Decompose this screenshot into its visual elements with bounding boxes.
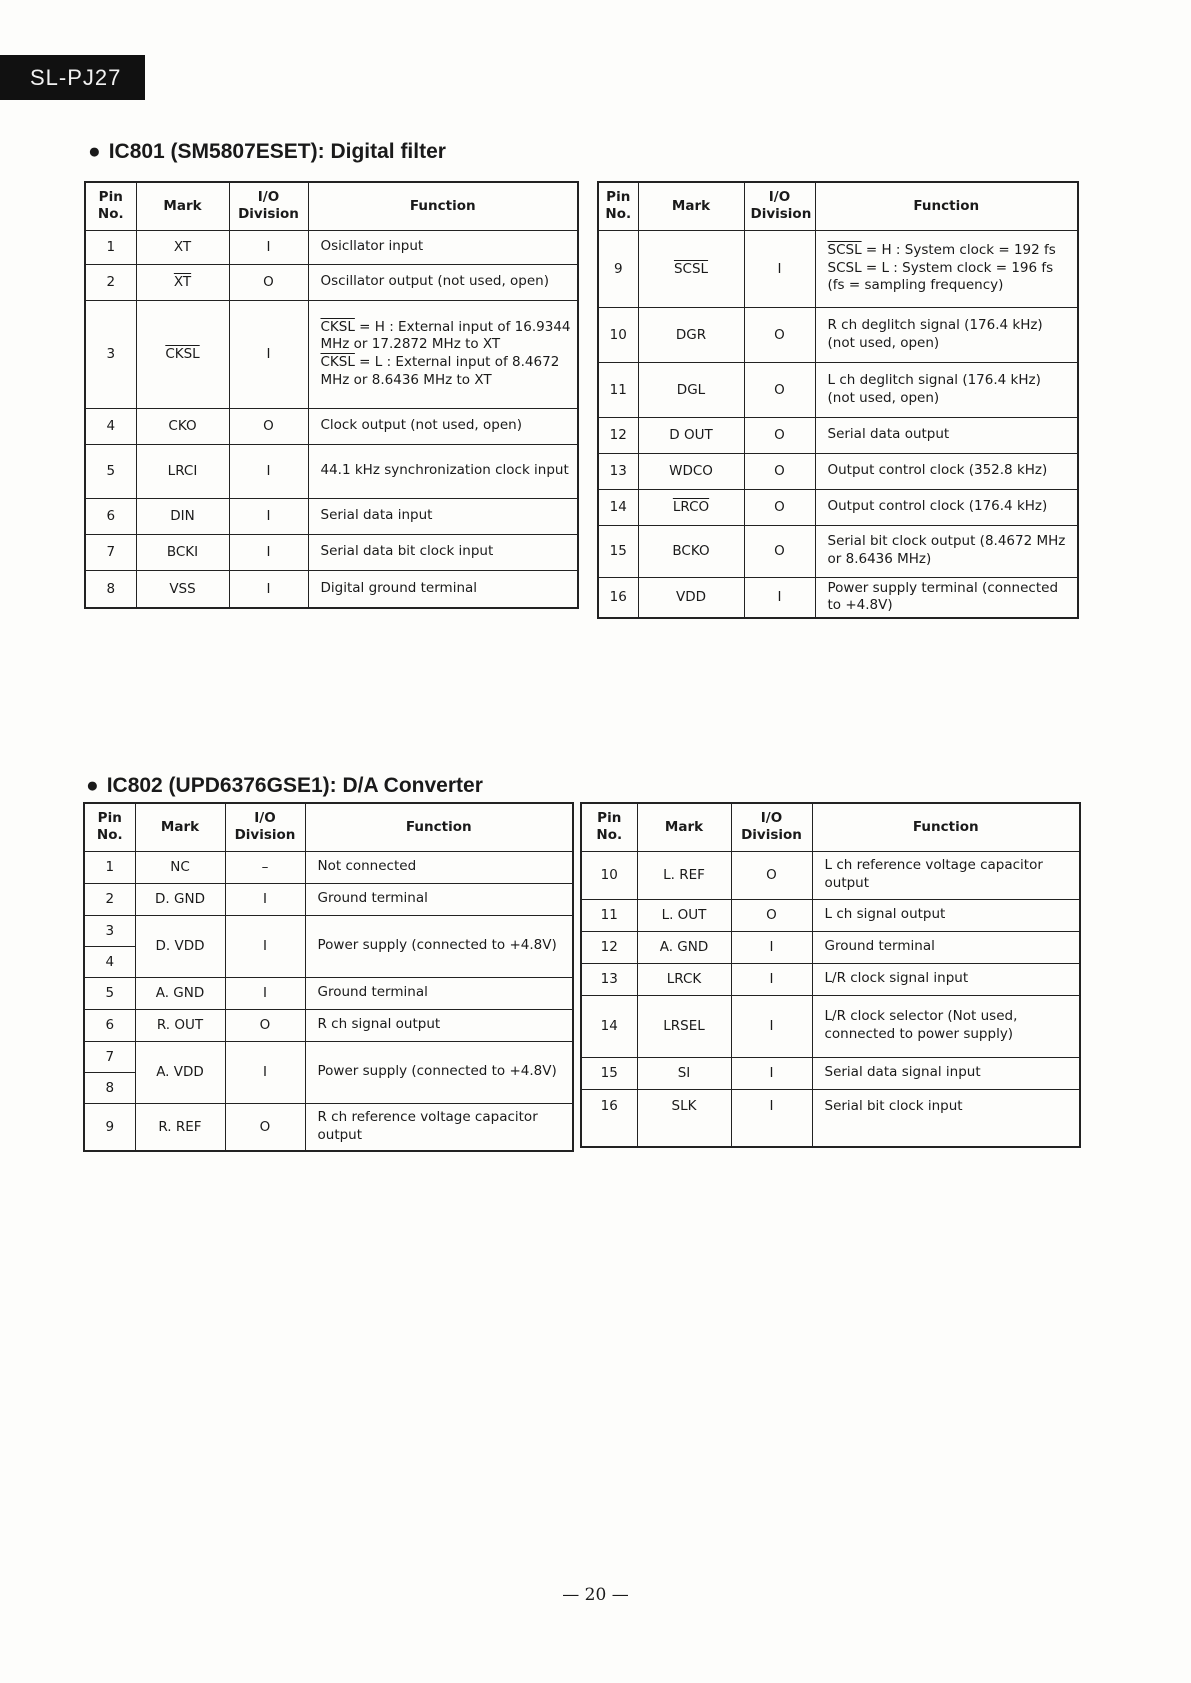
pin-io: O bbox=[731, 851, 812, 899]
pin-no: 2 bbox=[84, 883, 135, 915]
pin-io: I bbox=[229, 444, 308, 498]
pin-mark: VSS bbox=[136, 570, 229, 608]
table-row bbox=[598, 417, 1078, 453]
pin-function: L ch reference voltage capacitor output bbox=[812, 851, 1080, 899]
pin-function: Serial data signal input bbox=[812, 1057, 1080, 1089]
pin-no: 6 bbox=[84, 1009, 135, 1041]
pin-io: O bbox=[731, 899, 812, 931]
header-io: I/O Division bbox=[225, 803, 305, 851]
function-line bbox=[321, 354, 572, 389]
pin-io: I bbox=[731, 995, 812, 1057]
ic801-title-text: IC801 (SM5807ESET): Digital filter bbox=[108, 140, 446, 163]
table-row bbox=[598, 307, 1078, 362]
pin-io: O bbox=[744, 362, 815, 417]
pin-no: 10 bbox=[581, 851, 637, 899]
pin-mark: CKO bbox=[136, 408, 229, 444]
pin-mark: L. REF bbox=[637, 851, 731, 899]
table-row bbox=[581, 1089, 1080, 1147]
pin-mark: LRCI bbox=[136, 444, 229, 498]
table-row bbox=[84, 1041, 573, 1072]
table-row bbox=[581, 931, 1080, 963]
pin-no: 9 bbox=[84, 1103, 135, 1151]
table-row bbox=[581, 995, 1080, 1057]
pin-io: I bbox=[731, 931, 812, 963]
pin-no: 8 bbox=[84, 1072, 135, 1103]
function-line bbox=[321, 319, 572, 354]
function-line: SCSL = L : System clock = 196 fs bbox=[827, 259, 1054, 276]
pin-no: 7 bbox=[85, 534, 136, 570]
header-function: Function bbox=[308, 182, 578, 230]
pin-mark: A. VDD bbox=[135, 1041, 225, 1103]
header-mark: Mark bbox=[136, 182, 229, 230]
pin-function: L ch signal output bbox=[812, 899, 1080, 931]
header-mark: Mark bbox=[638, 182, 744, 230]
pin-io: O bbox=[229, 408, 308, 444]
pin-function: Serial data bit clock input bbox=[308, 534, 578, 570]
pin-function: Ground terminal bbox=[305, 883, 573, 915]
pin-function: R ch deglitch signal (176.4 kHz) (not used, open) bbox=[815, 307, 1078, 362]
ic802-title bbox=[86, 774, 483, 798]
pin-function: R ch reference voltage capacitor output bbox=[305, 1103, 573, 1151]
pin-mark: DGL bbox=[638, 362, 744, 417]
table-header-row bbox=[85, 182, 578, 230]
table-row bbox=[598, 362, 1078, 417]
pin-no: 12 bbox=[598, 417, 638, 453]
header-io: I/O Division bbox=[744, 182, 815, 230]
pin-mark: DGR bbox=[638, 307, 744, 362]
pin-io: I bbox=[731, 963, 812, 995]
table-row bbox=[85, 444, 578, 498]
pin-function bbox=[815, 230, 1078, 307]
table-row bbox=[85, 570, 578, 608]
pin-no: 7 bbox=[84, 1041, 135, 1072]
pin-io: O bbox=[744, 489, 815, 525]
table-row bbox=[84, 883, 573, 915]
ic802-title-text: IC802 (UPD6376GSE1): D/A Converter bbox=[106, 774, 483, 797]
pin-no: 4 bbox=[85, 408, 136, 444]
pin-function: Power supply (connected to +4.8V) bbox=[305, 1041, 573, 1103]
header-pin: Pin No. bbox=[84, 803, 135, 851]
header-pin: Pin No. bbox=[581, 803, 637, 851]
table-row bbox=[84, 915, 573, 946]
pin-io: I bbox=[229, 498, 308, 534]
pin-mark: XT bbox=[136, 230, 229, 264]
pin-no: 6 bbox=[85, 498, 136, 534]
pin-io: I bbox=[225, 1041, 305, 1103]
table-row bbox=[84, 1009, 573, 1041]
pin-no: 2 bbox=[85, 264, 136, 300]
pin-function: 44.1 kHz synchronization clock input bbox=[308, 444, 578, 498]
pin-io: I bbox=[225, 915, 305, 977]
pin-function: L ch deglitch signal (176.4 kHz) (not used, open) bbox=[815, 362, 1078, 417]
pin-mark: LRCO bbox=[638, 489, 744, 525]
pin-io: O bbox=[225, 1103, 305, 1151]
pin-no: 11 bbox=[598, 362, 638, 417]
pin-io: I bbox=[731, 1057, 812, 1089]
header-mark: Mark bbox=[637, 803, 731, 851]
pin-io: O bbox=[225, 1009, 305, 1041]
pin-io: I bbox=[229, 300, 308, 408]
pin-mark: R. REF bbox=[135, 1103, 225, 1151]
table-row bbox=[581, 899, 1080, 931]
header-mark: Mark bbox=[135, 803, 225, 851]
table-row bbox=[581, 851, 1080, 899]
pin-mark: BCKO bbox=[638, 525, 744, 577]
pin-mark: LRCK bbox=[637, 963, 731, 995]
table-header-row bbox=[84, 803, 573, 851]
pin-function: Osicllator input bbox=[308, 230, 578, 264]
header-function: Function bbox=[815, 182, 1078, 230]
page-number: — 20 — bbox=[562, 1585, 629, 1605]
pin-mark: L. OUT bbox=[637, 899, 731, 931]
pin-no: 14 bbox=[598, 489, 638, 525]
table-row bbox=[598, 525, 1078, 577]
pin-function: Output control clock (176.4 kHz) bbox=[815, 489, 1078, 525]
pin-no: 13 bbox=[598, 453, 638, 489]
bullet-icon: ● bbox=[88, 140, 101, 163]
pin-mark: VDD bbox=[638, 577, 744, 618]
pin-function: Serial bit clock output (8.4672 MHz or 8.6436 MHz) bbox=[815, 525, 1078, 577]
table-row bbox=[598, 489, 1078, 525]
pin-io: O bbox=[744, 417, 815, 453]
pin-mark: BCKI bbox=[136, 534, 229, 570]
table-row bbox=[85, 230, 578, 264]
pin-function: Output control clock (352.8 kHz) bbox=[815, 453, 1078, 489]
bullet-icon: ● bbox=[86, 774, 99, 797]
pin-function: Power supply terminal (connected to +4.8V) bbox=[815, 577, 1078, 618]
function-text: = H : External input of 16.9344 MHz or 17.2872 MHz to XT bbox=[320, 318, 571, 353]
pin-function: Digital ground terminal bbox=[308, 570, 578, 608]
header-function: Function bbox=[812, 803, 1080, 851]
pin-io: I bbox=[229, 570, 308, 608]
pin-io: I bbox=[229, 230, 308, 264]
table-row bbox=[598, 577, 1078, 618]
function-line: (fs = sampling frequency) bbox=[827, 277, 1004, 294]
pin-function: Power supply (connected to +4.8V) bbox=[305, 915, 573, 977]
pin-function: Ground terminal bbox=[812, 931, 1080, 963]
pin-no: 1 bbox=[84, 851, 135, 883]
pin-io: I bbox=[744, 577, 815, 618]
pin-mark: D. GND bbox=[135, 883, 225, 915]
header-io: I/O Division bbox=[229, 182, 308, 230]
pin-no: 5 bbox=[84, 977, 135, 1009]
pin-io: O bbox=[744, 525, 815, 577]
table-header-row bbox=[581, 803, 1080, 851]
pin-no: 14 bbox=[581, 995, 637, 1057]
pin-no: 15 bbox=[598, 525, 638, 577]
table-row bbox=[581, 963, 1080, 995]
pin-no: 3 bbox=[85, 300, 136, 408]
pin-mark: NC bbox=[135, 851, 225, 883]
table-row bbox=[598, 453, 1078, 489]
pin-function: Serial data output bbox=[815, 417, 1078, 453]
pin-mark: $\overline{XT}$ bbox=[136, 264, 229, 300]
pin-function: Serial bit clock input bbox=[812, 1089, 1080, 1147]
pin-mark: CKSL bbox=[136, 300, 229, 408]
function-line bbox=[828, 242, 1072, 260]
function-text: = L : External input of 8.4672 MHz or 8.6436 MHz to XT bbox=[320, 354, 560, 388]
header-pin: Pin No. bbox=[598, 182, 638, 230]
table-row bbox=[581, 1057, 1080, 1089]
pin-io: I bbox=[731, 1089, 812, 1147]
table-row bbox=[85, 498, 578, 534]
pin-no: 9 bbox=[598, 230, 638, 307]
pin-mark: A. GND bbox=[637, 931, 731, 963]
table-row bbox=[598, 230, 1078, 307]
pin-io: I bbox=[744, 230, 815, 307]
pin-no: 11 bbox=[581, 899, 637, 931]
pin-no: 1 bbox=[85, 230, 136, 264]
pin-no: 12 bbox=[581, 931, 637, 963]
pin-io: O bbox=[744, 453, 815, 489]
pin-io: I bbox=[229, 534, 308, 570]
pin-io: I bbox=[225, 977, 305, 1009]
header-io: I/O Division bbox=[731, 803, 812, 851]
signal-name: CKSL bbox=[320, 318, 355, 335]
table-row bbox=[85, 300, 578, 408]
pin-function: L/R clock selector (Not used, connected to power supply) bbox=[812, 995, 1080, 1057]
signal-name: SCSL bbox=[827, 242, 862, 259]
pin-io: I bbox=[225, 883, 305, 915]
ic802-right-table bbox=[580, 802, 1081, 1148]
pin-function: Not connected bbox=[305, 851, 573, 883]
pin-mark: R. OUT bbox=[135, 1009, 225, 1041]
pin-function: Clock output (not used, open) bbox=[308, 408, 578, 444]
pin-mark: LRSEL bbox=[637, 995, 731, 1057]
pin-mark: SI bbox=[637, 1057, 731, 1089]
pin-no: 10 bbox=[598, 307, 638, 362]
pin-mark: SLK bbox=[637, 1089, 731, 1147]
pin-no: 3 bbox=[84, 915, 135, 946]
header-pin: Pin No. bbox=[85, 182, 136, 230]
signal-name: CKSL bbox=[320, 354, 355, 370]
pin-no: 15 bbox=[581, 1057, 637, 1089]
pin-io: O bbox=[229, 264, 308, 300]
ic801-left-table bbox=[84, 181, 579, 609]
pin-function: Oscillator output (not used, open) bbox=[308, 264, 578, 300]
pin-no: 8 bbox=[85, 570, 136, 608]
pin-no: 5 bbox=[85, 444, 136, 498]
model-badge: SL-PJ27 bbox=[0, 55, 145, 100]
table-row bbox=[85, 408, 578, 444]
pin-function: L/R clock signal input bbox=[812, 963, 1080, 995]
table-header-row bbox=[598, 182, 1078, 230]
pin-io: – bbox=[225, 851, 305, 883]
ic801-right-table bbox=[597, 181, 1079, 619]
pin-io: O bbox=[744, 307, 815, 362]
pin-mark: DIN bbox=[136, 498, 229, 534]
table-row bbox=[84, 851, 573, 883]
table-row bbox=[85, 534, 578, 570]
pin-mark: A. GND bbox=[135, 977, 225, 1009]
ic802-left-table bbox=[83, 802, 574, 1152]
pin-no: 16 bbox=[598, 577, 638, 618]
table-row bbox=[84, 977, 573, 1009]
pin-function: Ground terminal bbox=[305, 977, 573, 1009]
table-row bbox=[84, 1103, 573, 1151]
table-row bbox=[85, 264, 578, 300]
header-function: Function bbox=[305, 803, 573, 851]
pin-mark: WDCO bbox=[638, 453, 744, 489]
pin-function: Serial data input bbox=[308, 498, 578, 534]
pin-mark: D OUT bbox=[638, 417, 744, 453]
pin-mark: D. VDD bbox=[135, 915, 225, 977]
pin-no: 4 bbox=[84, 946, 135, 977]
ic801-title bbox=[88, 140, 446, 164]
pin-no: 16 bbox=[581, 1089, 637, 1147]
pin-no: 13 bbox=[581, 963, 637, 995]
pin-function bbox=[308, 300, 578, 408]
function-text: = H : System clock = 192 fs bbox=[861, 242, 1056, 259]
pin-function: R ch signal output bbox=[305, 1009, 573, 1041]
pin-mark: SCSL bbox=[638, 230, 744, 307]
